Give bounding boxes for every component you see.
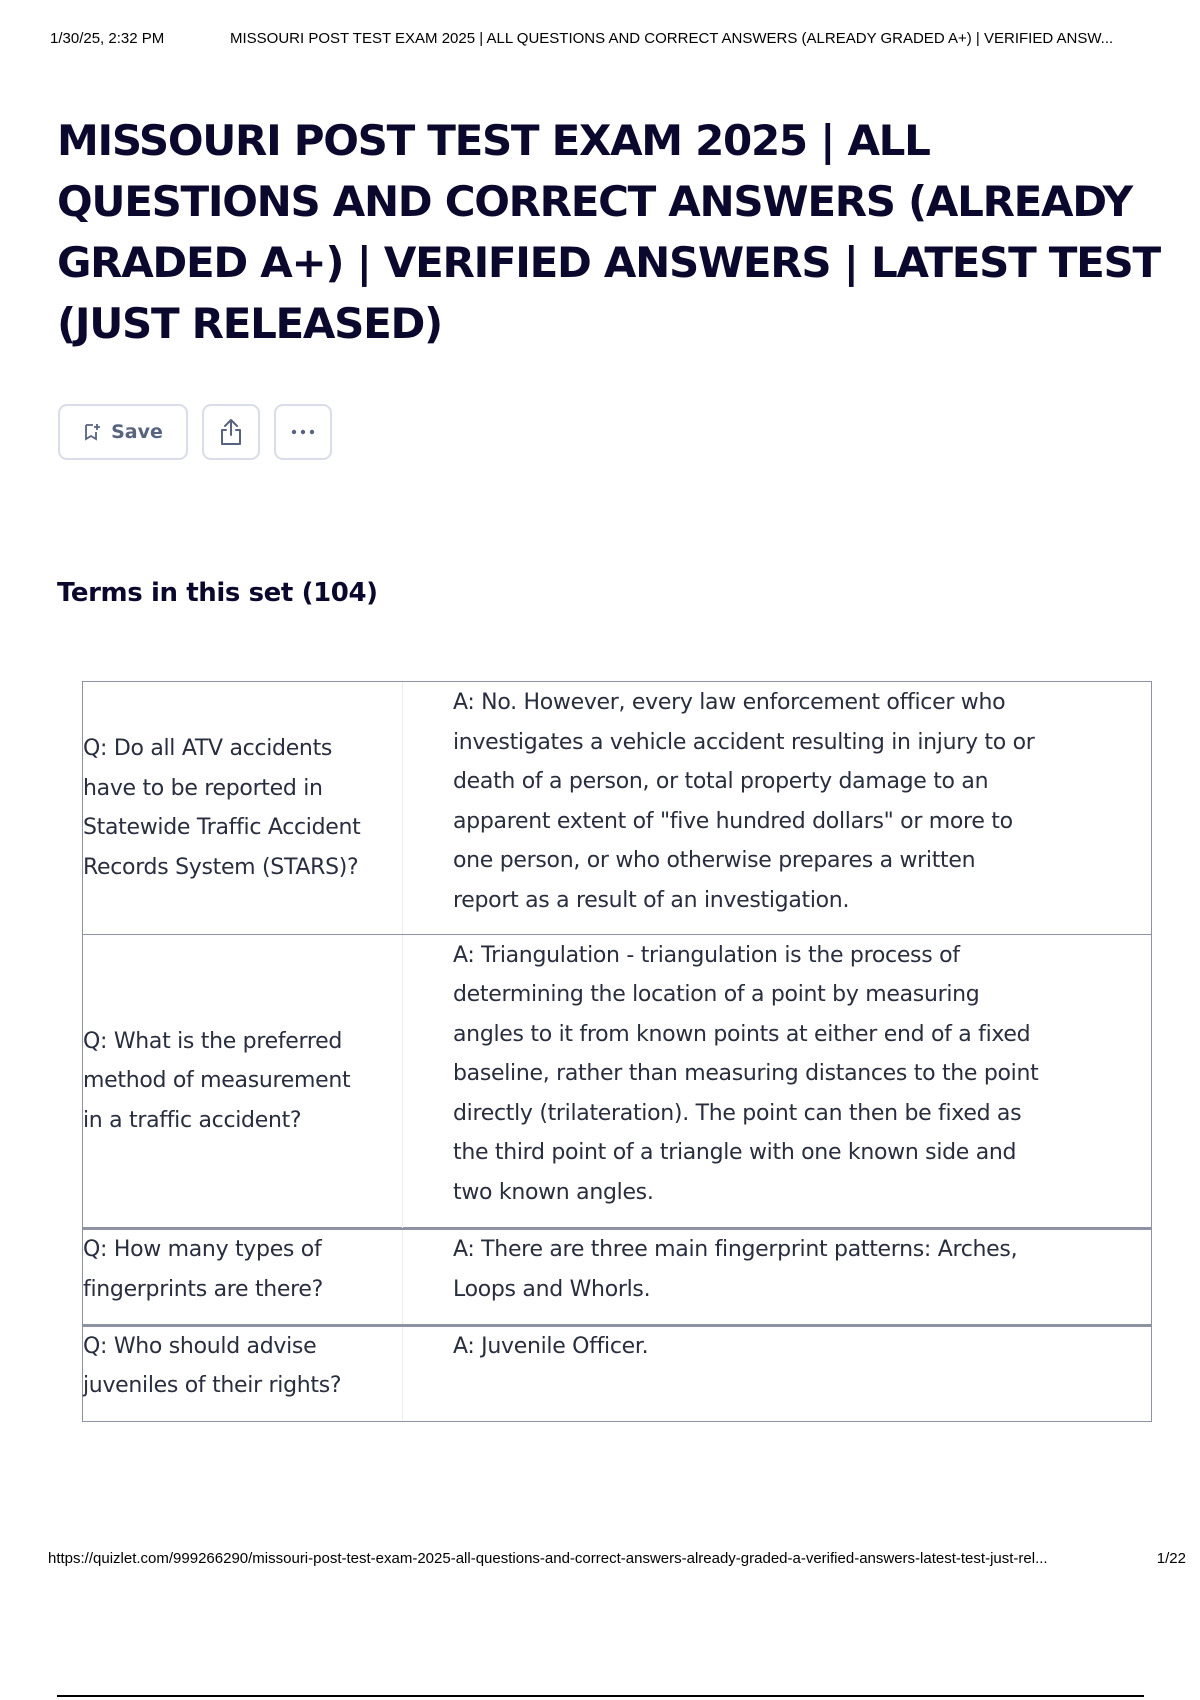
term-question-cell bbox=[83, 682, 403, 934]
save-label: Save bbox=[111, 421, 163, 443]
page-title: MISSOURI POST TEST EXAM 2025 | ALL QUESTIONS AND CORRECT ANSWERS (ALREADY GRADED A+) | VERIFIED ANSWERS | LATEST TEST (JUST RELEASED) bbox=[57, 116, 1160, 348]
print-header bbox=[50, 30, 1186, 47]
term-question: Q: Who should advise juveniles of their rights? bbox=[83, 1333, 342, 1398]
term-question-cell bbox=[83, 935, 403, 1228]
bookmark-add-icon bbox=[83, 423, 101, 441]
term-row bbox=[82, 1324, 1152, 1422]
term-answer-cell bbox=[403, 935, 1151, 1228]
print-footer bbox=[48, 1550, 1186, 1567]
term-answer: A: Triangulation - triangulation is the process of determining the location of a point by measuring angles to it from known points at either end of a fixed baseline, rather than measuring distances to the point directly (trilateration). The point can then be fixed as the third point of a triangle with one known side and two known angles. bbox=[453, 942, 1039, 1205]
more-options-button[interactable] bbox=[274, 404, 332, 460]
page-number: 1/22 bbox=[1156, 1550, 1186, 1567]
print-url: https://quizlet.com/999266290/missouri-post-test-exam-2025-all-questions-and-correct-answers-already-graded-a-verified-answers-latest-test-just-rel... bbox=[48, 1550, 1048, 1567]
term-answer-cell bbox=[403, 682, 1151, 934]
print-date: 1/30/25, 2:32 PM bbox=[50, 30, 165, 47]
term-row bbox=[82, 934, 1152, 1229]
more-options-icon bbox=[289, 428, 317, 436]
term-question: Q: Do all ATV accidents have to be reported in Statewide Traffic Accident Records System (STARS)? bbox=[83, 736, 361, 880]
print-document-title: MISSOURI POST TEST EXAM 2025 | ALL QUESTIONS AND CORRECT ANSWERS (ALREADY GRADED A+) | VERIFIED ANSW... bbox=[230, 30, 1114, 47]
save-button[interactable] bbox=[58, 404, 188, 460]
term-question: Q: How many types of fingerprints are there? bbox=[83, 1237, 324, 1302]
term-question-cell bbox=[83, 1327, 403, 1421]
share-button[interactable] bbox=[202, 404, 260, 460]
term-row bbox=[82, 1227, 1152, 1325]
terms-heading: Terms in this set (104) bbox=[57, 578, 378, 608]
term-answer: A: Juvenile Officer. bbox=[453, 1333, 649, 1359]
term-answer-cell bbox=[403, 1327, 1151, 1421]
term-question-cell bbox=[83, 1230, 403, 1324]
term-answer: A: There are three main fingerprint patterns: Arches, Loops and Whorls. bbox=[453, 1237, 1018, 1302]
term-row bbox=[82, 681, 1152, 935]
page-divider bbox=[57, 1695, 1144, 1697]
term-answer-cell bbox=[403, 1230, 1151, 1324]
terms-table bbox=[82, 681, 1152, 1422]
term-question: Q: What is the preferred method of measurement in a traffic accident? bbox=[83, 1028, 351, 1133]
action-bar bbox=[58, 404, 332, 460]
share-icon bbox=[217, 417, 245, 447]
term-answer: A: No. However, every law enforcement officer who investigates a vehicle accident resulting in injury to or death of a person, or total property damage to an apparent extent of "five hundred dollars" or more to one person, or who otherwise prepares a written report as a result of an investigation. bbox=[453, 690, 1035, 913]
